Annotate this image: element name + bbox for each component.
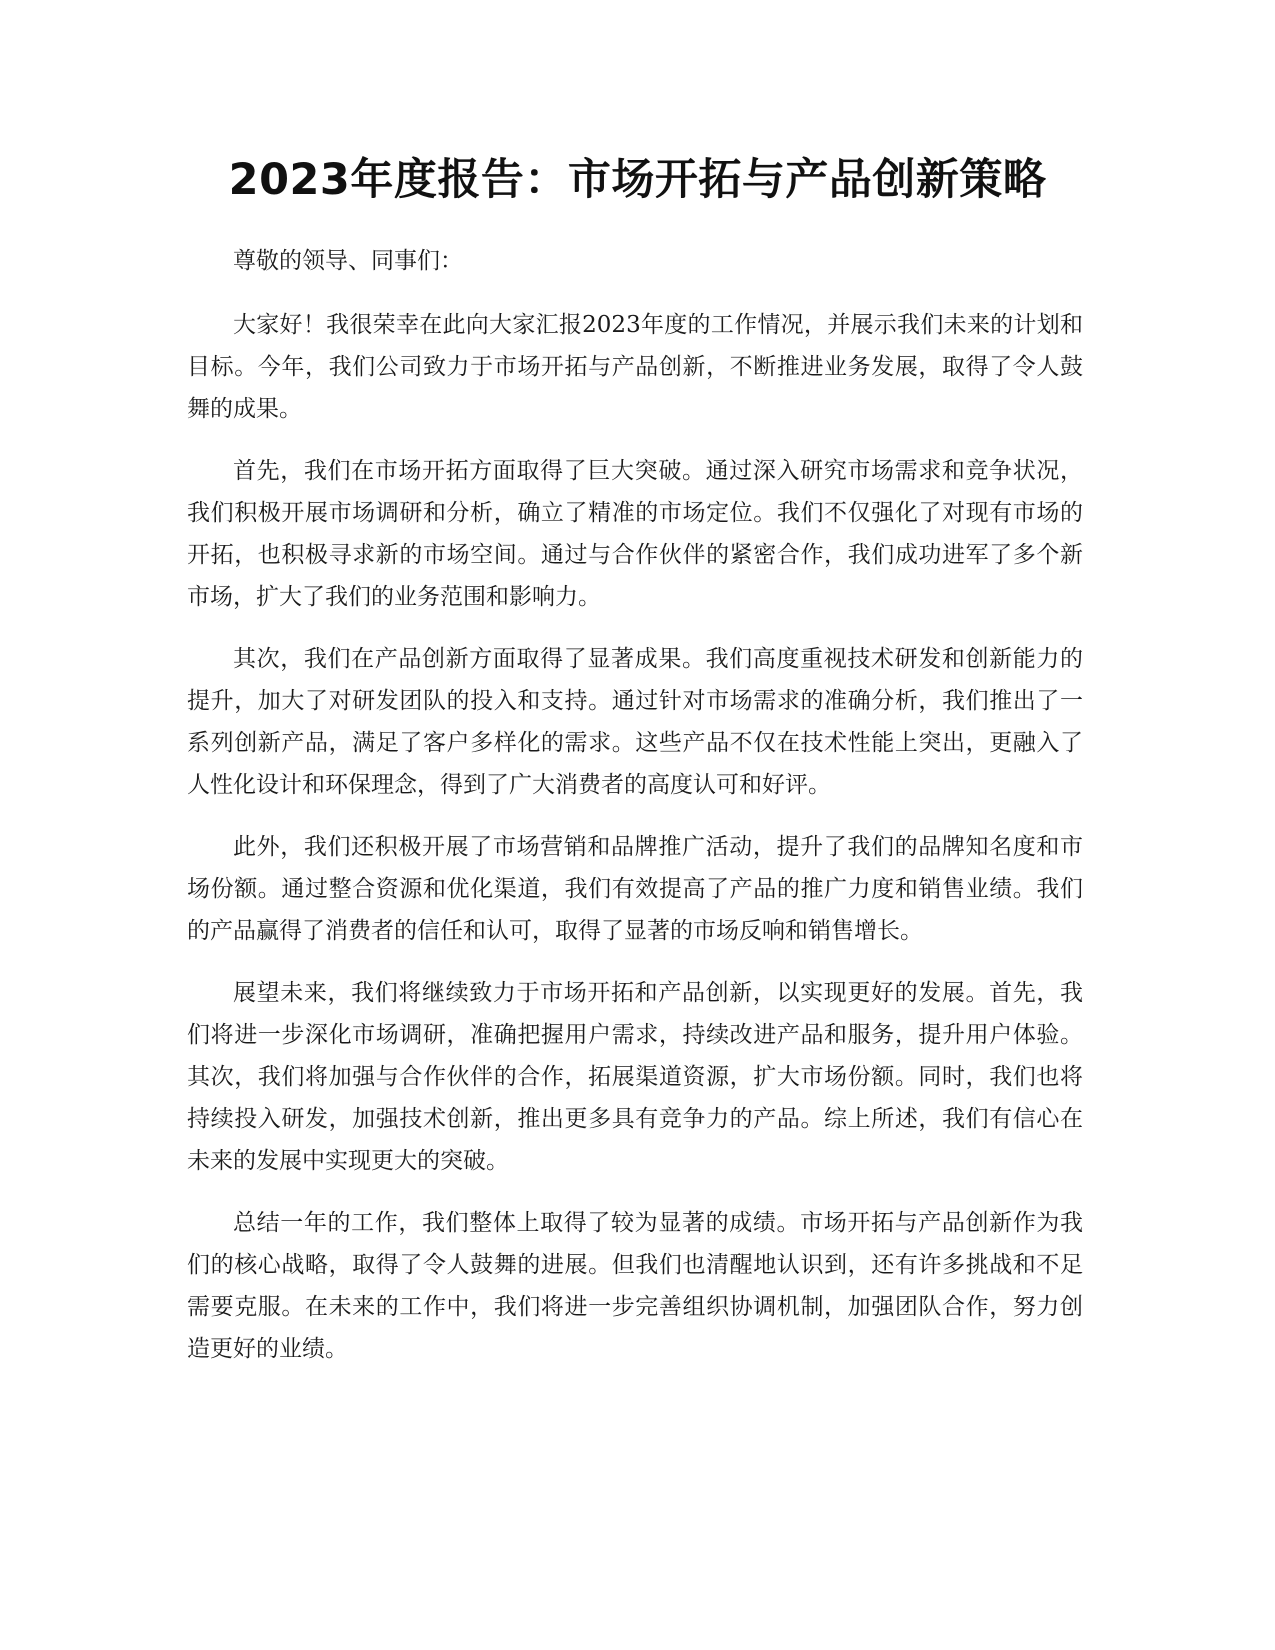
paragraph-greeting: 大家好！我很荣幸在此向大家汇报2023年度的工作情况，并展示我们未来的计划和目标。今年，我们公司致力于市场开拓与产品创新，不断推进业务发展，取得了令人鼓舞的成果。 (187, 312, 1083, 422)
paragraph-summary: 总结一年的工作，我们整体上取得了较为显著的成绩。市场开拓与产品创新作为我们的核心战略，取得了令人鼓舞的进展。但我们也清醒地认识到，还有许多挑战和不足需要克服。在未来的工作中，我们将进一步完善组织协调机制，加强团队合作，努力创造更好的业绩。 (187, 1210, 1083, 1362)
paragraph-market-expansion: 首先，我们在市场开拓方面取得了巨大突破。通过深入研究市场需求和竞争状况，我们积极开展市场调研和分析，确立了精准的市场定位。我们不仅强化了对现有市场的开拓，也积极寻求新的市场空间。通过与合作伙伴的紧密合作，我们成功进军了多个新市场，扩大了我们的业务范围和影响力。 (187, 458, 1083, 610)
paragraph-outlook: 展望未来，我们将继续致力于市场开拓和产品创新，以实现更好的发展。首先，我们将进一步深化市场调研，准确把握用户需求，持续改进产品和服务，提升用户体验。其次，我们将加强与合作伙伴的合作，拓展渠道资源，扩大市场份额。同时，我们也将持续投入研发，加强技术创新，推出更多具有竞争力的产品。综上所述，我们有信心在未来的发展中实现更大的突破。 (187, 980, 1083, 1174)
document-title: 2023年度报告：市场开拓与产品创新策略 (228, 155, 1047, 205)
paragraph-marketing-branding: 此外，我们还积极开展了市场营销和品牌推广活动，提升了我们的品牌知名度和市场份额。通过整合资源和优化渠道，我们有效提高了产品的推广力度和销售业绩。我们的产品赢得了消费者的信任和认可，取得了显著的市场反响和销售增长。 (187, 834, 1083, 944)
salutation: 尊敬的领导、同事们： (233, 248, 463, 274)
paragraph-product-innovation: 其次，我们在产品创新方面取得了显著成果。我们高度重视技术研发和创新能力的提升，加大了对研发团队的投入和支持。通过针对市场需求的准确分析，我们推出了一系列创新产品，满足了客户多样化的需求。这些产品不仅在技术性能上突出，更融入了人性化设计和环保理念，得到了广大消费者的高度认可和好评。 (187, 646, 1083, 798)
document-body (187, 240, 1083, 1390)
